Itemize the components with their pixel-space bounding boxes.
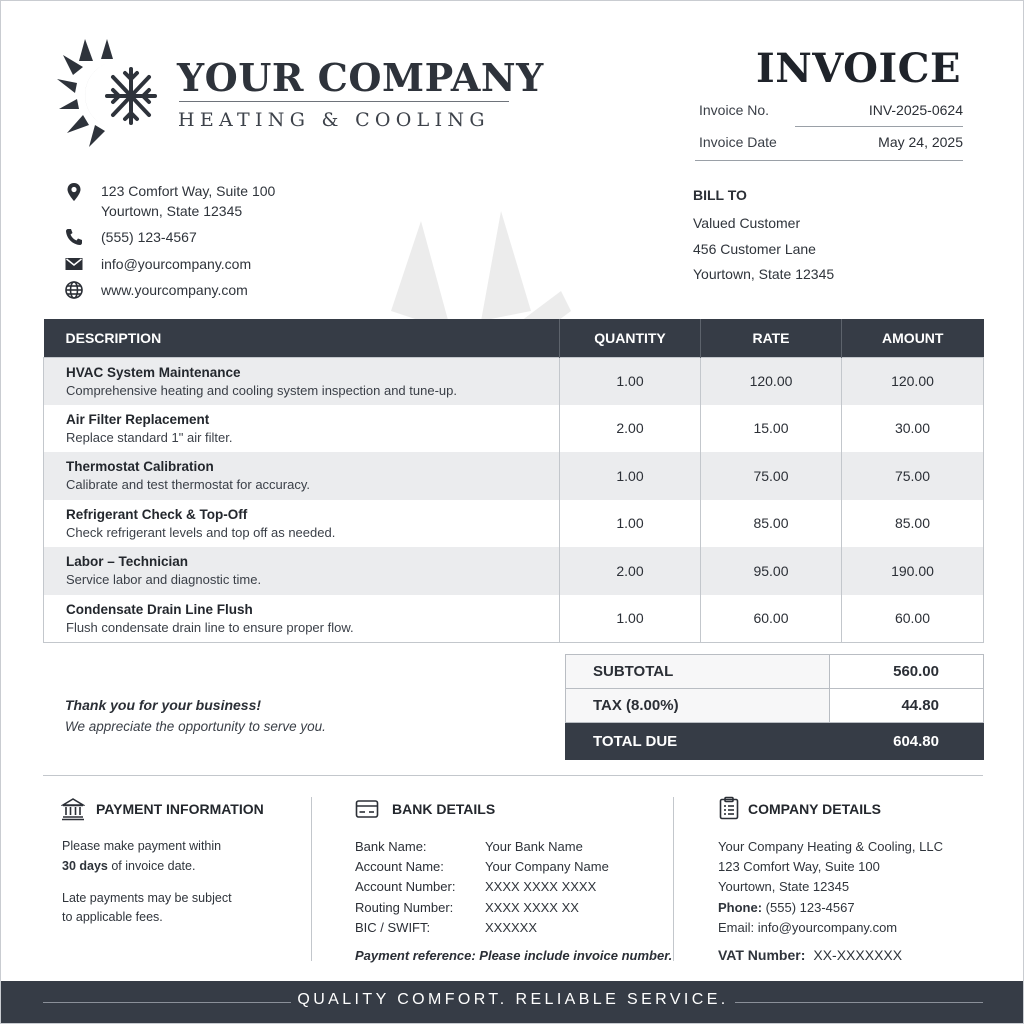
- late-fee-line1: Late payments may be subject: [62, 891, 232, 905]
- invoice-title: INVOICE: [756, 45, 961, 92]
- item-name: Air Filter Replacement: [66, 411, 210, 427]
- company-address-line1: 123 Comfort Way, Suite 100: [101, 183, 276, 199]
- table-header-row: [44, 319, 984, 357]
- payment-terms-line2: [62, 859, 195, 873]
- invoice-number-label: Invoice No.: [699, 102, 770, 118]
- company-name: YOUR COMPANY: [177, 55, 544, 100]
- bank-icon: [61, 797, 85, 821]
- globe-icon: [64, 280, 84, 300]
- total-due-row: [566, 723, 984, 760]
- item-description-cell: [44, 547, 560, 595]
- company-name-rule: [179, 101, 509, 102]
- item-rate: 120.00: [701, 357, 842, 405]
- item-amount: 75.00: [842, 452, 984, 500]
- item-amount: 190.00: [842, 547, 984, 595]
- bank-name-label: Bank Name:: [355, 839, 427, 854]
- column-header-rate: RATE: [701, 319, 842, 357]
- invoice-date: May 24, 2025: [878, 134, 963, 150]
- table-row: [44, 547, 984, 595]
- company-details-address-line1: 123 Comfort Way, Suite 100: [718, 859, 880, 874]
- footer-slogan: QUALITY COMFORT. RELIABLE SERVICE.: [297, 991, 729, 1008]
- item-description-cell: [44, 357, 560, 405]
- phone-icon: [64, 227, 84, 247]
- item-description: Comprehensive heating and cooling system inspection and tune-up.: [66, 382, 457, 398]
- phone-label: Phone:: [718, 900, 763, 915]
- company-email: info@yourcompany.com: [101, 256, 252, 272]
- account-number-value: XXXX XXXX XXXX: [485, 879, 597, 894]
- company-details-phone: [718, 900, 855, 915]
- bill-to-address-line2: Yourtown, State 12345: [693, 266, 835, 282]
- item-amount: 30.00: [842, 405, 984, 453]
- table-row: [44, 595, 984, 643]
- company-details-heading: COMPANY DETAILS: [748, 801, 882, 817]
- payment-days: 30 days: [62, 859, 108, 873]
- item-description: Flush condensate drain line to ensure proper flow.: [66, 619, 354, 635]
- item-rate: 95.00: [701, 547, 842, 595]
- item-description-cell: [44, 452, 560, 500]
- company-details-address-line2: Yourtown, State 12345: [718, 879, 850, 894]
- bill-to-heading: BILL TO: [693, 187, 747, 203]
- account-name-value: Your Company Name: [485, 859, 609, 874]
- item-description: Calibrate and test thermostat for accuracy.: [66, 477, 310, 493]
- company-phone: (555) 123-4567: [101, 229, 197, 245]
- vat-number-line: [718, 947, 902, 963]
- bic-swift-value: XXXXXX: [485, 920, 538, 935]
- item-description: Check refrigerant levels and top off as needed.: [66, 524, 336, 540]
- routing-number-label: Routing Number:: [355, 900, 454, 915]
- column-separator: [311, 797, 312, 961]
- card-icon: [355, 797, 379, 821]
- total-due-label: TOTAL DUE: [566, 723, 830, 760]
- item-quantity: 1.00: [560, 357, 701, 405]
- bill-to-name: Valued Customer: [693, 215, 801, 231]
- invoice-date-label: Invoice Date: [699, 134, 777, 150]
- table-row: [44, 500, 984, 548]
- item-description: Service labor and diagnostic time.: [66, 572, 262, 588]
- tax-label: TAX (8.00%): [566, 689, 830, 723]
- column-header-quantity: QUANTITY: [560, 319, 701, 357]
- company-tagline: HEATING & COOLING: [178, 109, 490, 131]
- account-name-label: Account Name:: [355, 859, 444, 874]
- company-details-email: [718, 920, 897, 935]
- item-rate: 75.00: [701, 452, 842, 500]
- item-name: Refrigerant Check & Top-Off: [66, 506, 248, 522]
- bill-to-address-line1: 456 Customer Lane: [693, 241, 816, 257]
- payment-information-heading: PAYMENT INFORMATION: [96, 801, 264, 817]
- item-quantity: 1.00: [560, 595, 701, 643]
- item-name: Condensate Drain Line Flush: [66, 601, 253, 617]
- meta-divider: [795, 126, 963, 127]
- company-address-line2: Yourtown, State 12345: [101, 203, 243, 219]
- vat-label: VAT Number:: [718, 947, 806, 963]
- invoice-date-row: [695, 134, 963, 166]
- item-name: Labor – Technician: [66, 554, 189, 570]
- table-row: [44, 452, 984, 500]
- payment-reference-note: Payment reference: Please include invoice number.: [355, 948, 673, 963]
- item-description-cell: [44, 405, 560, 453]
- subtotal-value: 560.00: [830, 655, 984, 689]
- item-amount: 85.00: [842, 500, 984, 548]
- payment-terms-line1: Please make payment within: [62, 839, 222, 853]
- account-number-label: Account Number:: [355, 879, 456, 894]
- item-description-cell: [44, 500, 560, 548]
- item-quantity: 2.00: [560, 405, 701, 453]
- tax-row: [566, 689, 984, 723]
- vat-value: XX-XXXXXXX: [813, 947, 903, 963]
- payment-days-rest: of invoice date.: [107, 859, 196, 873]
- location-pin-icon: [64, 182, 84, 202]
- item-rate: 85.00: [701, 500, 842, 548]
- bank-details-heading: BANK DETAILS: [392, 801, 496, 817]
- item-quantity: 1.00: [560, 452, 701, 500]
- sun-snowflake-logo-icon: [57, 39, 161, 147]
- routing-number-value: XXXX XXXX XX: [485, 900, 579, 915]
- total-due-value: 604.80: [830, 723, 984, 760]
- invoice-number-row: [695, 102, 963, 134]
- bank-name-value: Your Bank Name: [485, 839, 583, 854]
- table-row: [44, 357, 984, 405]
- email-value: info@yourcompany.com: [754, 920, 898, 935]
- totals-table: [565, 654, 984, 760]
- bic-swift-label: BIC / SWIFT:: [355, 920, 431, 935]
- late-fee-line2: to applicable fees.: [62, 910, 163, 924]
- clipboard-icon: [717, 796, 741, 820]
- item-quantity: 2.00: [560, 547, 701, 595]
- column-header-description: DESCRIPTION: [44, 319, 560, 357]
- item-description-cell: [44, 595, 560, 643]
- invoice-number: INV-2025-0624: [868, 102, 963, 118]
- phone-value: (555) 123-4567: [762, 900, 855, 915]
- item-name: HVAC System Maintenance: [66, 364, 241, 380]
- appreciation-message: We appreciate the opportunity to serve you.: [65, 719, 326, 734]
- column-separator: [673, 797, 674, 961]
- subtotal-row: [566, 655, 984, 689]
- item-description: Replace standard 1" air filter.: [66, 429, 233, 445]
- meta-divider: [695, 160, 963, 161]
- item-name: Thermostat Calibration: [66, 459, 214, 475]
- tax-value: 44.80: [830, 689, 984, 723]
- item-amount: 120.00: [842, 357, 984, 405]
- item-quantity: 1.00: [560, 500, 701, 548]
- item-rate: 60.00: [701, 595, 842, 643]
- email-label: Email:: [718, 920, 755, 935]
- subtotal-label: SUBTOTAL: [566, 655, 830, 689]
- column-header-amount: AMOUNT: [842, 319, 984, 357]
- section-divider: [43, 775, 983, 776]
- company-website: www.yourcompany.com: [101, 282, 248, 298]
- item-rate: 15.00: [701, 405, 842, 453]
- company-legal-name: Your Company Heating & Cooling, LLC: [718, 839, 943, 854]
- item-amount: 60.00: [842, 595, 984, 643]
- line-items-table: [43, 319, 984, 643]
- envelope-icon: [64, 254, 84, 274]
- table-row: [44, 405, 984, 453]
- thank-you-message: Thank you for your business!: [65, 697, 262, 713]
